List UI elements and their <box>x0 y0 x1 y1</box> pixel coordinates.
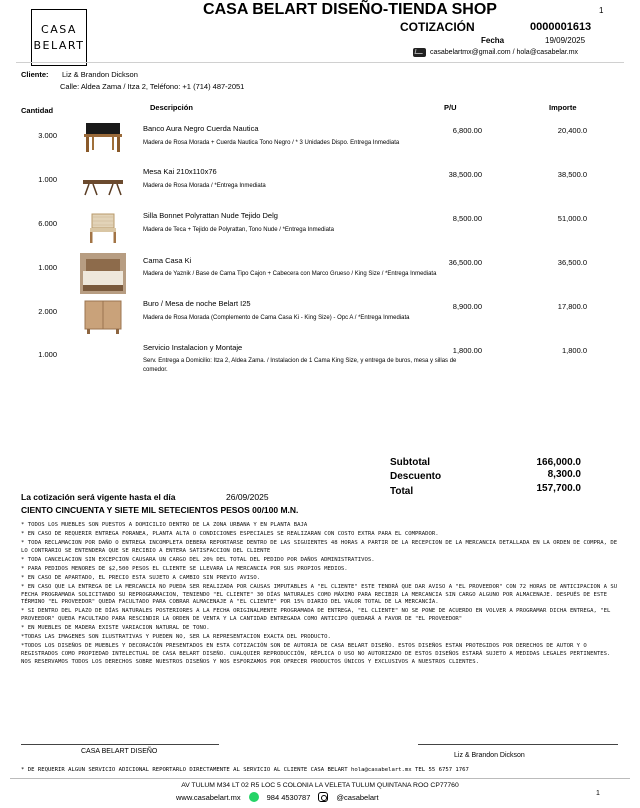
row-1-name: Banco Aura Negro Cuerda Nautica <box>143 124 259 133</box>
row-3-pu: 8,500.00 <box>452 214 482 223</box>
term-6: * EN CASO DE APARTADO, EL PRECIO ESTA SUJETO A CAMBIO SIN PREVIO AVISO. <box>21 575 261 582</box>
term-8: * SI DENTRO DEL PLAZO DE DÍAS NATURALES POSTERIORES A LA FECHA ORIGINALMENTE PROGRAMADA DE ENTREGA, "EL CLIENTE" NO SE PONE DE ACUERDO EN VOLVER A PROGRAMAR DICHA ENTREGA, "EL PROVEEDOR" QUEDA FACULTADO PARA RESCINDIR LA ORDEN DE VENTA Y LA CANTIDAD ENTREGADA COMO ANTICIPO QUEDARÁ A FAVOR DE "EL PROVEEDOR" <box>21 608 611 623</box>
term-10: *TODAS LAS IMAGENES SON ILUSTRATIVAS Y PUEDEN NO, SER LA REPRESENTACION EXACTA DEL PRODUCTO. <box>21 634 331 641</box>
term-11: *TODOS LOS DISEÑOS DE MUEBLES Y DECORACIÓN PRESENTADOS EN ESTA COTIZACIÓN SON DE AUTORIA DE CASA BELART DISEÑO. ESTOS DISEÑOS ESTAN PROTEGIDOS POR DERECHOS DE AUTOR Y O REGISTRADOS COMO PROPIEDAD INTELECTUAL DE CASA BELART DISEÑO. CUALQUIER REPRODUCCIÓN, RÉPLICA O USO NO AUTORIZADO DE ESTOS DISEÑOS ESTARÁ SUJETO A MEDIDAS LEGALES PERTINENTES. NOS RESERVAMOS TODOS LOS DERECHOS SOBRE NUESTROS DISEÑOS Y NOS ESFORZAMOS POR OFRECER PRODUCTOS ÚNICOS Y EXCLUSIVOS A NUESTROS CLIENTES. <box>21 643 611 665</box>
col-header-importe: Importe <box>549 103 577 112</box>
bench-thumbnail <box>80 121 126 153</box>
footer-note: * DE REQUERIR ALGUN SERVICIO ADICIONAL REPORTARLO DIRECTAMENTE AL SERVICIO AL CLIENTE CASA BELART hola@casabelart.mx TEL 55 6757 1767 <box>21 767 469 773</box>
client-address: Calle: Aldea Zama / Itza 2, Teléfono: +1 (714) 487-2051 <box>60 82 245 91</box>
row-5-importe: 17,800.0 <box>557 302 587 311</box>
nightstand-thumbnail <box>80 299 126 335</box>
table-thumbnail <box>80 169 126 201</box>
shop-name: CASA BELART DISEÑO-TIENDA SHOP <box>203 1 497 18</box>
row-5-pu: 8,900.00 <box>452 302 482 311</box>
validity-label: La cotización será vigente hasta el día <box>21 492 176 502</box>
term-4: * TODA CANCELACION SIN EXCEPCION CAUSARA UN CARGO DEL 20% DEL TOTAL DEL PEDIDO POR DAÑOS ADMINISTRATIVOS. <box>21 556 375 563</box>
bed-thumbnail <box>80 253 126 294</box>
terms-and-conditions <box>21 522 621 668</box>
logo-line-2: BELART <box>33 38 85 52</box>
page-number-top: 1 <box>599 6 604 15</box>
header-divider <box>16 62 624 63</box>
row-4-qty: 1.000 <box>38 263 57 272</box>
row-5-desc: Madera de Rosa Morada (Complemento de Cama Casa Ki - King Size) - Opc A / *Entrega Inmediata <box>143 315 410 321</box>
casa-belart-logo <box>31 9 87 66</box>
row-4-pu: 36,500.00 <box>448 258 482 267</box>
row-6-qty: 1.000 <box>38 350 57 359</box>
row-5-qty: 2.000 <box>38 307 57 316</box>
row-1-pu: 6,800.00 <box>452 126 482 135</box>
total-label: Total <box>390 486 414 497</box>
contact-emails: casabelartmx@gmail.com / hola@casabelar.mx <box>430 49 579 56</box>
contact-line <box>413 48 578 57</box>
document-type: COTIZACIÓN <box>400 20 475 34</box>
row-3-qty: 6.000 <box>38 219 57 228</box>
date-value: 19/09/2025 <box>545 36 586 45</box>
signature-name-right: Liz & Brandon Dickson <box>454 752 525 759</box>
row-2-name: Mesa Kai 210x110x76 <box>143 167 217 176</box>
term-3: * TODA RECLAMACION POR DAÑO O ENTREGA INCOMPLETA DEBERA REPORTARSE DENTRO DE LAS SIGUIENTES 48 HORAS A PARTIR DE LA RECEPCION DE LA MERCANCIA DETALLADA EN LA ORDEN DE COMPRA, DE LO CONTRARIO SE ENTENDERA QUE SE RECIBIO A ENTERA SATISFACCION DEL CLIENTE <box>21 540 618 554</box>
subtotal-label: Subtotal <box>390 457 430 468</box>
date-label: Fecha <box>481 36 505 45</box>
term-5: * PARA PEDIDOS MENORES DE $2,500 PESOS EL CLIENTE SE LLEVARA LA MERCANCIA POR SUS PROPIOS MEDIOS. <box>21 565 348 572</box>
term-1: * TODOS LOS MUEBLES SON PUESTOS A DOMICILIO DENTRO DE LA ZONA URBANA Y EN PLANTA BAJA <box>21 522 308 528</box>
total-value: 157,700.0 <box>536 483 581 494</box>
term-2: * EN CASO DE REQUERIR ENTREGA FORANEA, PLANTA ALTA O CONDICIONES ESPECIALES SE REALIZARAN CON COSTO EXTRA PARA EL COMPRADOR. <box>21 531 439 538</box>
client-name: Liz & Brandon Dickson <box>62 70 138 79</box>
row-6-pu: 1,800.00 <box>452 346 482 355</box>
row-6-name: Servicio Instalacion y Montaje <box>143 343 243 352</box>
row-2-pu: 38,500.00 <box>448 170 482 179</box>
document-number: 0000001613 <box>530 21 592 33</box>
row-4-name: Cama Casa Ki <box>143 256 192 265</box>
instagram-icon <box>318 792 328 802</box>
whatsapp-icon <box>249 792 259 802</box>
row-6-importe: 1,800.0 <box>561 346 587 355</box>
logo-line-1: CASA <box>41 22 77 36</box>
row-3-importe: 51,000.0 <box>557 214 587 223</box>
row-1-qty: 3.000 <box>38 131 57 140</box>
discount-label: Descuento <box>390 471 442 482</box>
row-2-desc: Madera de Rosa Morada / *Entrega Inmediata <box>143 183 266 189</box>
term-9: * EN MUEBLES DE MADERA EXISTE VARIACION NATURAL DE TONO. <box>21 625 210 632</box>
term-7: * EN CASO QUE LA ENTREGA DE LA MERCANCIA NO PUEDA SER REALIZADA POR CAUSAS IMPUTABLES A "EL CLIENTE" ESTE TENDRÁ QUE DAR AVISO A "EL PROVEEDOR" CON 72 HORAS DE ANTICIPACION A SU FECHA PROGRAMADA SOLICITANDO SU REPROGRAMACION, TENIENDO "EL CLIENTE" 30 DÍAS NATURALES COMO MÁXIMO PARA RECIBIR LA MERCANCIA SIN CARGO ALGUNO POR ALMACENAJE. DESPUÉS DE ESTE TÉRMINO "EL PROVEEDOR" QUEDA FACULTADO PARA COBRAR ALMACENAJE A "EL CLIENTE" POR 15% DIARIO DEL VALOR TOTAL DE LA MERCANCÍA. <box>21 584 618 606</box>
row-1-importe: 20,400.0 <box>557 126 587 135</box>
discount-value: 8,300.0 <box>547 469 581 480</box>
instagram-handle[interactable]: @casabelart <box>336 792 379 802</box>
row-3-desc: Madera de Teca + Tejido de Polyrattan, Tono Nude / *Entrega Inmediata <box>143 227 334 233</box>
signature-name-left: CASA BELART DISEÑO <box>81 748 158 755</box>
row-2-qty: 1.000 <box>38 175 57 184</box>
signature-line-left <box>21 744 219 745</box>
footer-social <box>176 792 379 802</box>
phone-number: 984 4530787 <box>266 792 311 802</box>
row-2-importe: 38,500.0 <box>557 170 587 179</box>
row-1-desc: Madera de Rosa Morada + Cuerda Nautica Tono Negro / * 3 Unidades Dispo. Entrega Inmediata <box>143 140 400 146</box>
row-4-importe: 36,500.0 <box>557 258 587 267</box>
signature-line-right <box>418 744 618 745</box>
client-label: Cliente: <box>21 70 49 79</box>
row-5-name: Buro / Mesa de noche Belart I25 <box>143 299 251 308</box>
col-header-pu: P/U <box>444 103 457 112</box>
col-header-descripcion: Descripción <box>150 103 193 112</box>
footer-address: AV TULUM M34 LT 02 R5 LOC 5 COLONIA LA VELETA TULUM QUINTANA ROO CP77760 <box>181 782 459 789</box>
row-6-desc: Serv. Entrega a Domicilio: Itza 2, Aldea Zama. / Instalacion de 1 Cama King Size, y entrega de buros, mesa y sillas de comedor. <box>143 358 457 373</box>
page-number-bottom: 1 <box>596 790 600 797</box>
row-4-desc: Madera de Yaznik / Base de Cama Tipo Cajon + Cabecera con Marco Grueso / King Size / *Entrega Inmediata <box>143 271 437 277</box>
footer-divider <box>10 778 630 779</box>
website-link[interactable]: www.casabelart.mx <box>176 792 241 802</box>
chair-thumbnail <box>80 212 126 244</box>
subtotal-value: 166,000.0 <box>536 457 581 468</box>
col-header-cantidad: Cantidad <box>21 106 54 115</box>
row-3-name: Silla Bonnet Polyrattan Nude Tejido Delg <box>143 211 278 220</box>
mail-icon <box>413 48 426 57</box>
amount-in-words: CIENTO CINCUENTA Y SIETE MIL SETECIENTOS PESOS 00/100 M.N. <box>21 505 299 515</box>
validity-date: 26/09/2025 <box>226 492 269 502</box>
